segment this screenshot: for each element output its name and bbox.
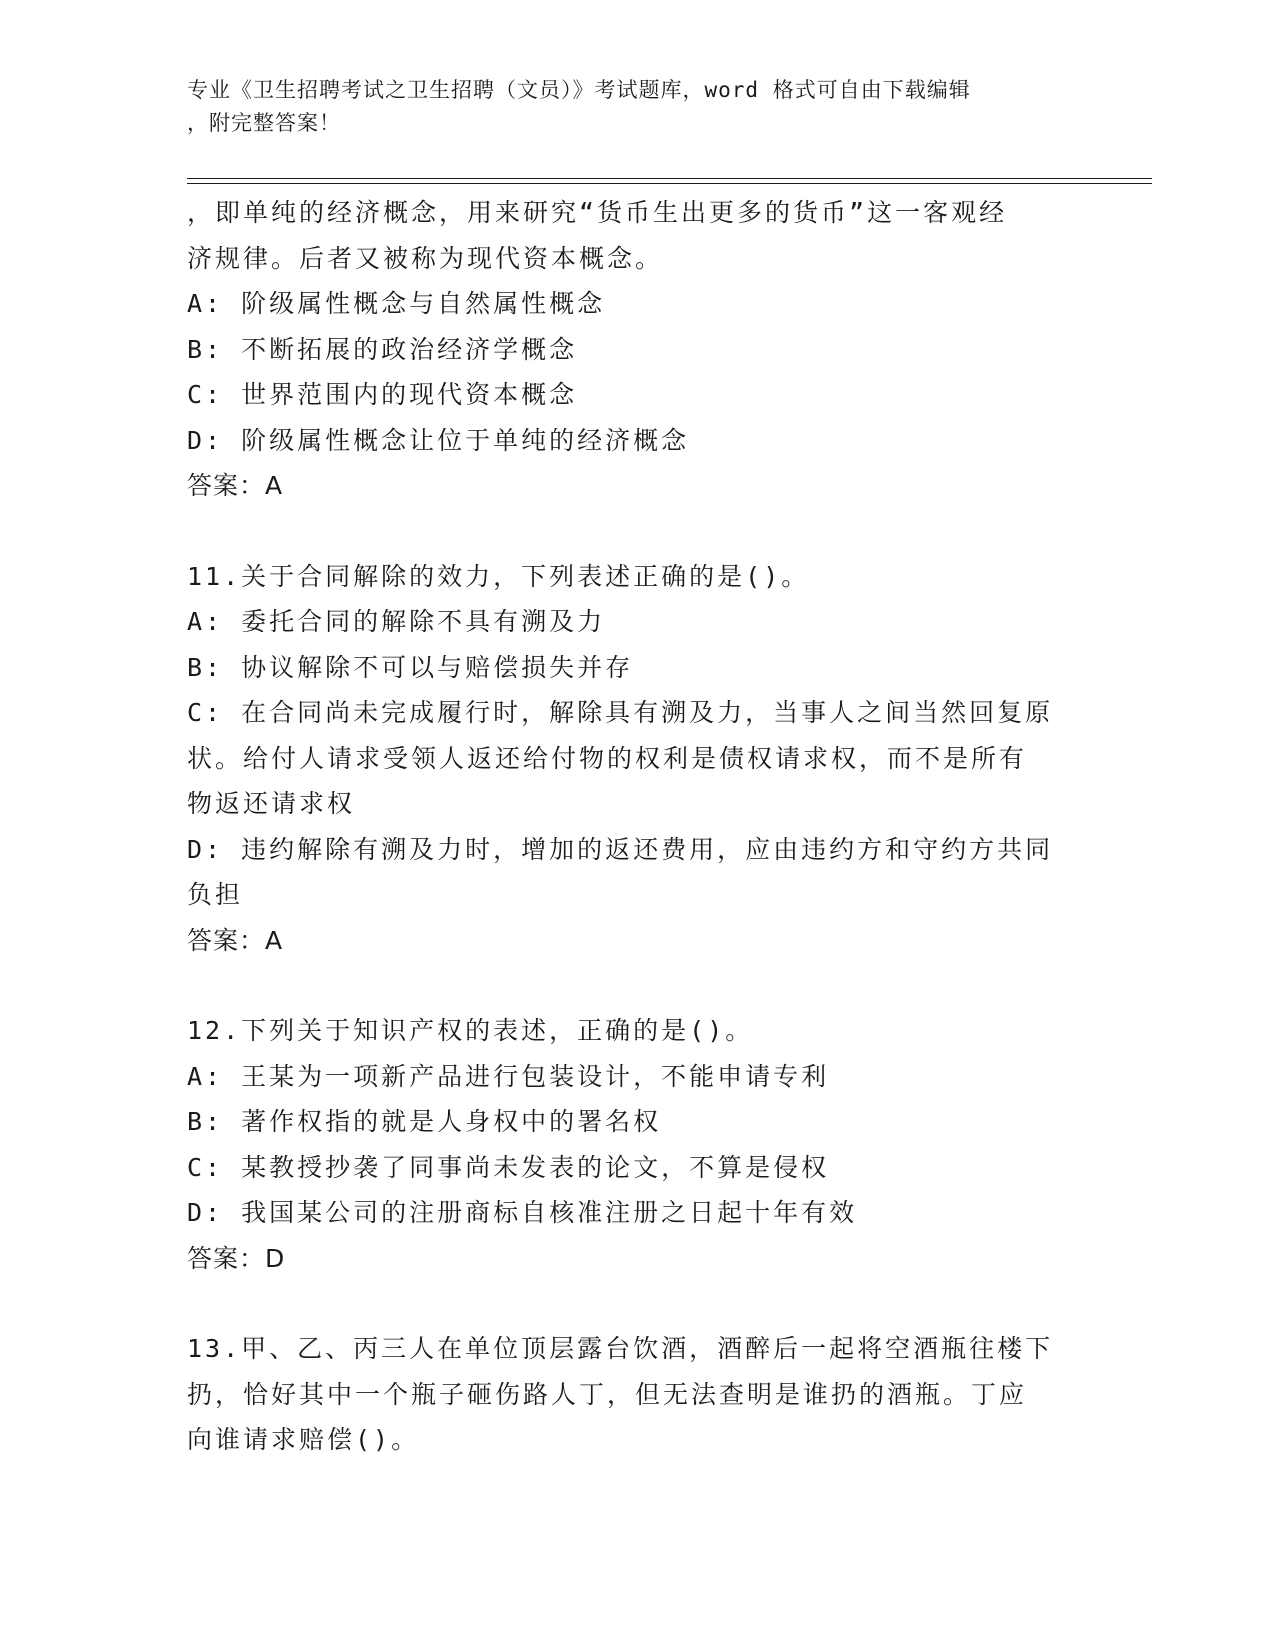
- question-continuation: ，即单纯的经济概念，用来研究“货币生出更多的货币”这一客观经: [187, 198, 1008, 227]
- option-a: A: 阶级属性概念与自然属性概念: [187, 289, 606, 318]
- option-d: D: 违约解除有溯及力时，增加的返还费用，应由违约方和守约方共同: [187, 834, 1054, 864]
- question-continuation: 济规律。后者又被称为现代资本概念。: [187, 243, 664, 273]
- question-stem-cont: 扔，恰好其中一个瓶子砸伤路人丁，但无法查明是谁扔的酒瓶。丁应: [187, 1379, 1028, 1409]
- spacer: [187, 509, 1077, 554]
- question-stem: 12.下列关于知识产权的表述，正确的是()。: [187, 1016, 754, 1045]
- header-rule-bottom: [187, 183, 1152, 184]
- option-b: B: 不断拓展的政治经济学概念: [187, 334, 578, 364]
- option-c: C: 在合同尚未完成履行时，解除具有溯及力，当事人之间当然回复原: [187, 698, 1054, 727]
- option-d: D: 阶级属性概念让位于单纯的经济概念: [187, 425, 690, 455]
- option-c: C: 某教授抄袭了同事尚未发表的论文，不算是侵权: [187, 1152, 830, 1182]
- question-stem: 11.关于合同解除的效力，下列表述正确的是()。: [187, 561, 810, 591]
- spacer: [187, 963, 1077, 1008]
- question-block-12: [187, 1008, 1077, 1281]
- option-d: D: 我国某公司的注册商标自核准注册之日起十年有效: [187, 1198, 858, 1227]
- answer-line: 答案：A: [187, 925, 284, 955]
- header-line-2: ，附完整答案！: [187, 111, 341, 135]
- spacer: [187, 1281, 1077, 1326]
- option-c-cont: 状。给付人请求受领人返还给付物的权利是债权请求权，而不是所有: [187, 743, 1028, 773]
- document-body: [187, 190, 1077, 1463]
- option-c: C: 世界范围内的现代资本概念: [187, 380, 578, 409]
- option-a: A: 王某为一项新产品进行包装设计，不能申请专利: [187, 1061, 830, 1091]
- header-line-1: 专业《卫生招聘考试之卫生招聘（文员）》考试题库，word 格式可自由下载编辑: [187, 78, 971, 102]
- header-rule-top: [187, 178, 1152, 179]
- answer-line: 答案：D: [187, 1243, 286, 1273]
- question-stem-cont: 向谁请求赔偿()。: [187, 1425, 420, 1454]
- option-d-cont: 负担: [187, 880, 244, 909]
- option-c-cont: 物返还请求权: [187, 789, 356, 818]
- option-a: A: 委托合同的解除不具有溯及力: [187, 607, 606, 636]
- question-block-13: [187, 1326, 1077, 1463]
- option-b: B: 著作权指的就是人身权中的署名权: [187, 1107, 662, 1136]
- question-block-11: [187, 554, 1077, 964]
- question-stem: 13.甲、乙、丙三人在单位顶层露台饮酒，酒醉后一起将空酒瓶往楼下: [187, 1334, 1054, 1363]
- document-header: [187, 74, 1067, 140]
- question-block-prev: [187, 190, 1077, 509]
- option-b: B: 协议解除不可以与赔偿损失并存: [187, 652, 634, 682]
- answer-line: 答案：A: [187, 471, 284, 500]
